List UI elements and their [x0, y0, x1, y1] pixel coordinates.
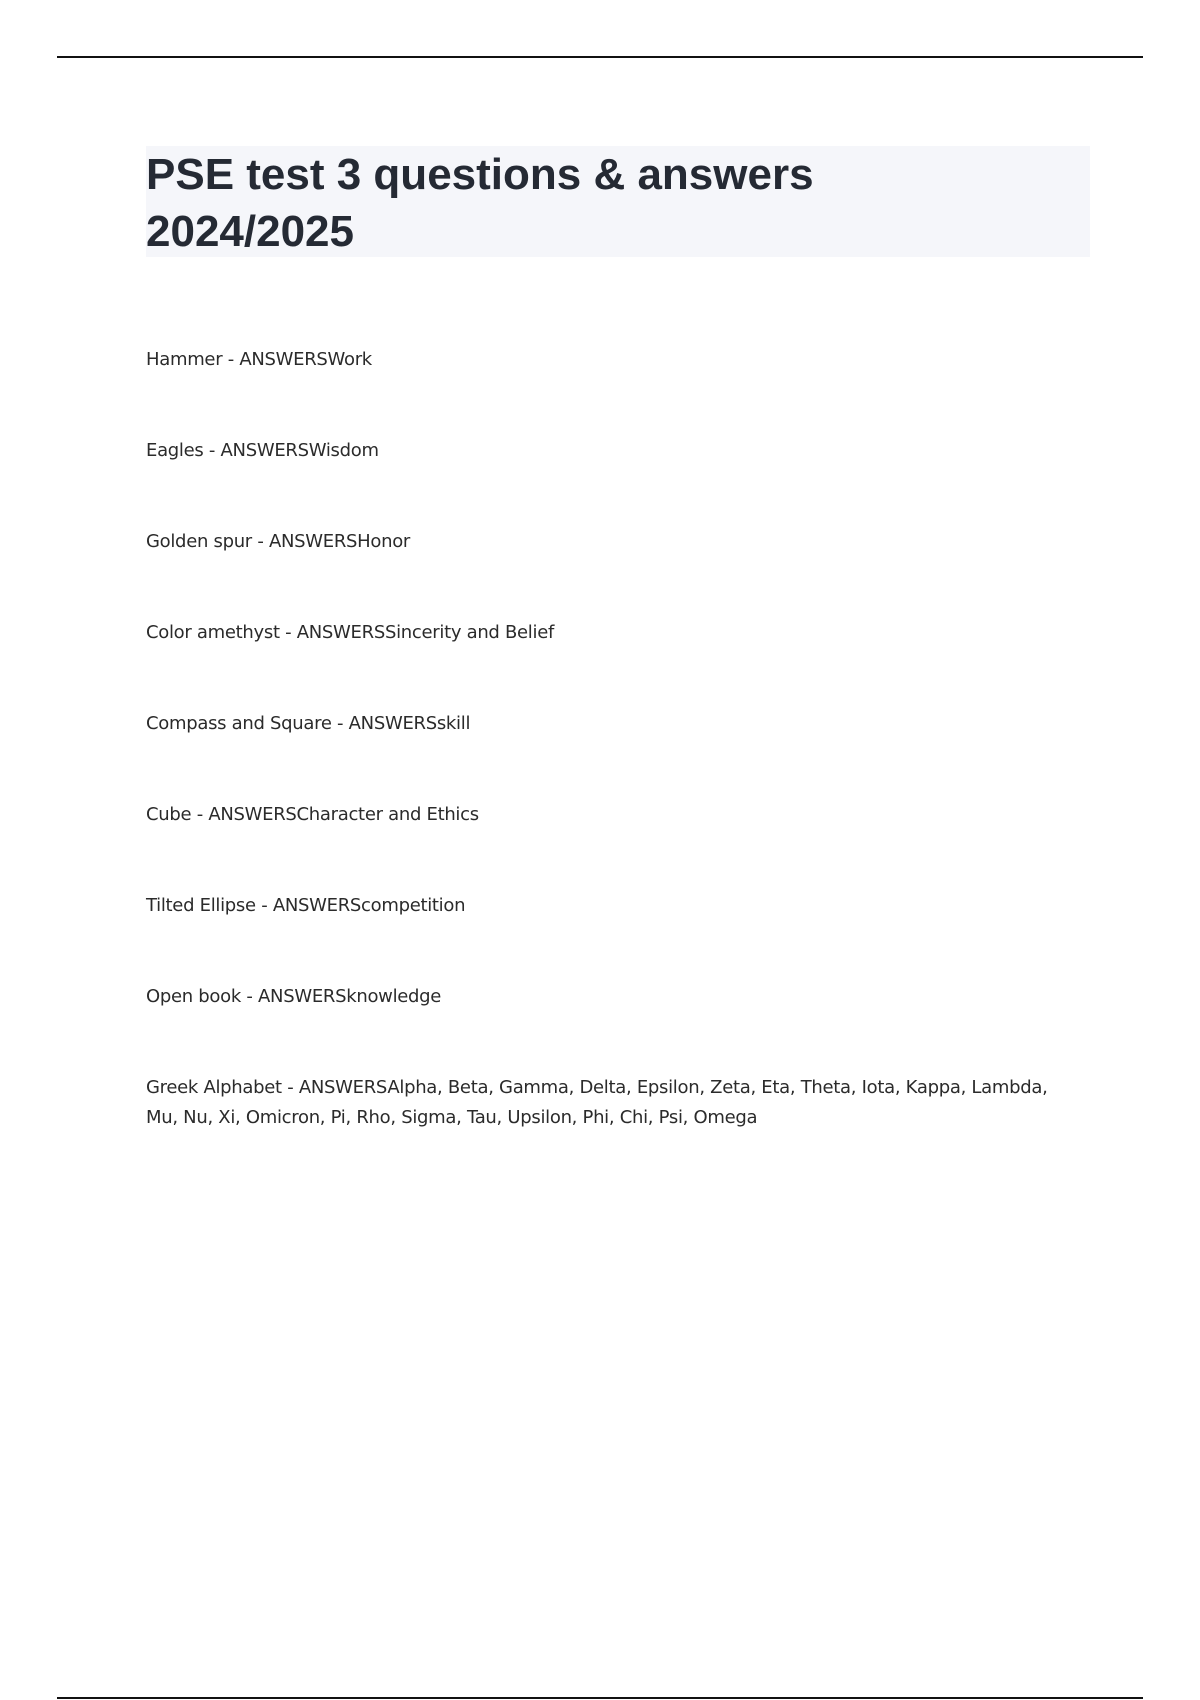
qa-item: Hammer - ANSWERSWork [146, 349, 372, 370]
qa-item: Color amethyst - ANSWERSSincerity and Belief [146, 622, 555, 643]
qa-item: Cube - ANSWERSCharacter and Ethics [146, 804, 479, 825]
title-banner [146, 146, 1090, 257]
qa-item: Compass and Square - ANSWERSskill [146, 713, 471, 734]
page-title: PSE test 3 questions & answers 2024/2025 [146, 150, 814, 256]
qa-list [146, 345, 1090, 1133]
qa-item: Eagles - ANSWERSWisdom [146, 440, 379, 461]
bottom-divider [57, 1697, 1143, 1699]
qa-item: Golden spur - ANSWERSHonor [146, 531, 411, 552]
top-divider [57, 56, 1143, 58]
qa-item: Open book - ANSWERSknowledge [146, 986, 442, 1007]
qa-item: Greek Alphabet - ANSWERSAlpha, Beta, Gamma, Delta, Epsilon, Zeta, Eta, Theta, Iota, Kappa, Lambda, Mu, Nu, Xi, Omicron, Pi, Rho, Sigma, Tau, Upsilon, Phi, Chi, Psi, Omega [146, 1077, 1048, 1128]
qa-item: Tilted Ellipse - ANSWERScompetition [146, 895, 466, 916]
